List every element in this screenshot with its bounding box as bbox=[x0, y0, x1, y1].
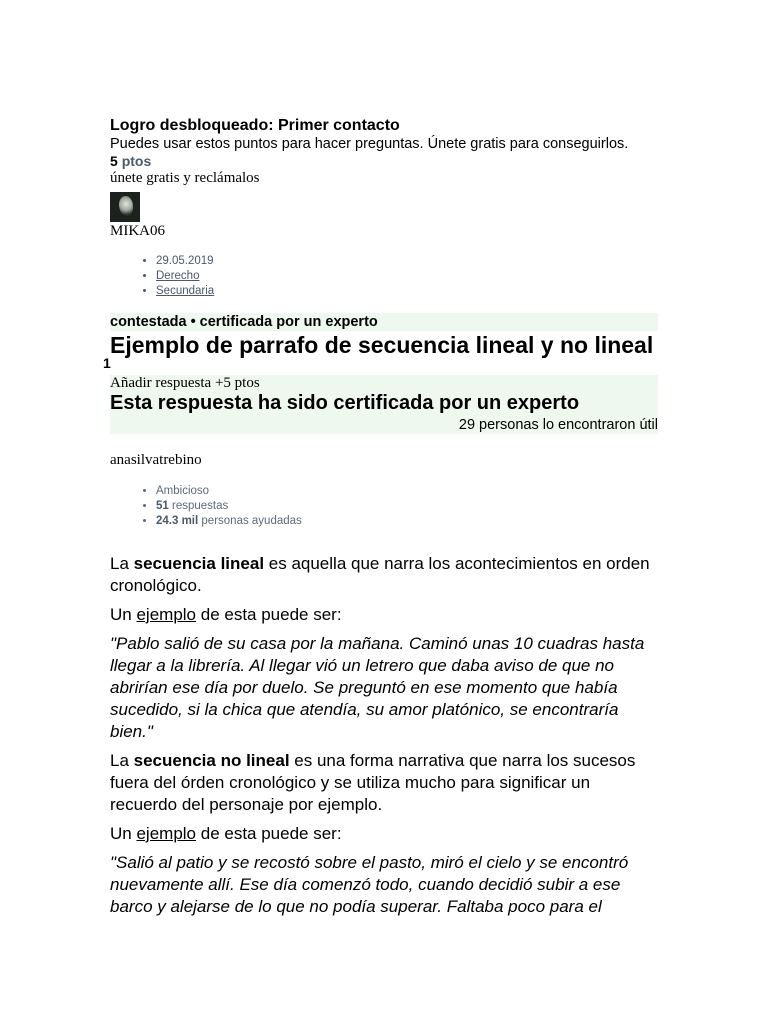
subject-link[interactable]: Derecho bbox=[156, 270, 200, 282]
answer-paragraph-5: Un ejemplo de esta puede ser: bbox=[110, 824, 342, 843]
points-value: 5 bbox=[110, 153, 118, 169]
certified-title: Esta respuesta ha sido certificada por un experto bbox=[110, 392, 580, 414]
term-nonlinear: secuencia no lineal bbox=[133, 751, 290, 770]
asker-avatar[interactable] bbox=[110, 192, 140, 222]
answerer-stats bbox=[110, 484, 658, 529]
page-content bbox=[110, 116, 658, 925]
answers-count bbox=[156, 499, 658, 514]
useful-count: 29 personas lo encontraron útil bbox=[458, 417, 658, 433]
question-date: • 29.05.2019 bbox=[156, 254, 658, 269]
example-link-2[interactable]: ejemplo bbox=[136, 824, 197, 843]
helped-count bbox=[156, 514, 658, 529]
answerer-rank: • Ambicioso bbox=[156, 484, 658, 499]
certified-box bbox=[110, 392, 658, 434]
points-unit: ptos bbox=[121, 153, 152, 169]
answers-count-value: 51 bbox=[156, 500, 169, 512]
answer-paragraph-6 bbox=[110, 852, 658, 918]
nonlinear-example-quote: "Salió al patio y se recostó sobre el pasto, miró el cielo y se encontró nuevamente allí. Ese día comenzó todo, cuando decidió subir a ese barco y alejarse de lo que no podía superar. Faltaba poco para el bbox=[110, 853, 629, 916]
level-link-item bbox=[156, 284, 658, 299]
answered-status: contestada • certificada por un experto bbox=[110, 313, 658, 331]
term-linear: secuencia lineal bbox=[133, 554, 265, 573]
answerer-username[interactable]: anasilvatrebino bbox=[110, 452, 202, 468]
achievement-description: Puedes usar estos puntos para hacer preguntas. Únete gratis para conseguirlos. bbox=[110, 136, 629, 152]
helped-count-label: personas ayudadas bbox=[201, 515, 302, 527]
question-meta bbox=[110, 254, 658, 299]
answer-paragraph-4: La secuencia no lineal es una forma narrativa que narra los sucesos fuera del órden cronológico y se utiliza mucho para significar un recuerdo del personaje por ejemplo. bbox=[110, 751, 636, 814]
achievement-title: Logro desbloqueado: Primer contacto bbox=[110, 117, 400, 134]
answer-paragraph-3 bbox=[110, 633, 658, 743]
helped-count-value: 24.3 mil bbox=[156, 515, 199, 527]
question-title: Ejemplo de parrafo de secuencia lineal y no lineal bbox=[110, 332, 654, 358]
answer-count: 1 bbox=[103, 355, 111, 371]
answer-paragraph-2: Un ejemplo de esta puede ser: bbox=[110, 605, 342, 624]
answers-count-label: respuestas bbox=[172, 500, 229, 512]
subject-link-item bbox=[156, 269, 658, 284]
example-link[interactable]: ejemplo bbox=[136, 605, 197, 624]
avatar-image bbox=[119, 196, 133, 216]
claim-points-link[interactable]: únete gratis y reclámalos bbox=[110, 170, 260, 186]
linear-example-quote: "Pablo salió de su casa por la mañana. Caminó unas 10 cuadras hasta llegar a la librería. Al llegar vió un letrero que daba aviso de que no abrirían ese día por duelo. Se preguntó en ese momento que había sucedido, si la chica que atendía, su amor platónico, se encontraría bien." bbox=[110, 634, 645, 741]
asker-username[interactable]: MIKA06 bbox=[110, 223, 165, 239]
level-link[interactable]: Secundaria bbox=[156, 285, 215, 297]
add-answer-button[interactable]: Añadir respuesta +5 ptos bbox=[110, 375, 658, 392]
answer-paragraph-1: La secuencia lineal es aquella que narra los acontecimientos en orden cronológico. bbox=[110, 554, 650, 595]
points-badge bbox=[110, 153, 658, 169]
answer-body bbox=[110, 553, 658, 918]
